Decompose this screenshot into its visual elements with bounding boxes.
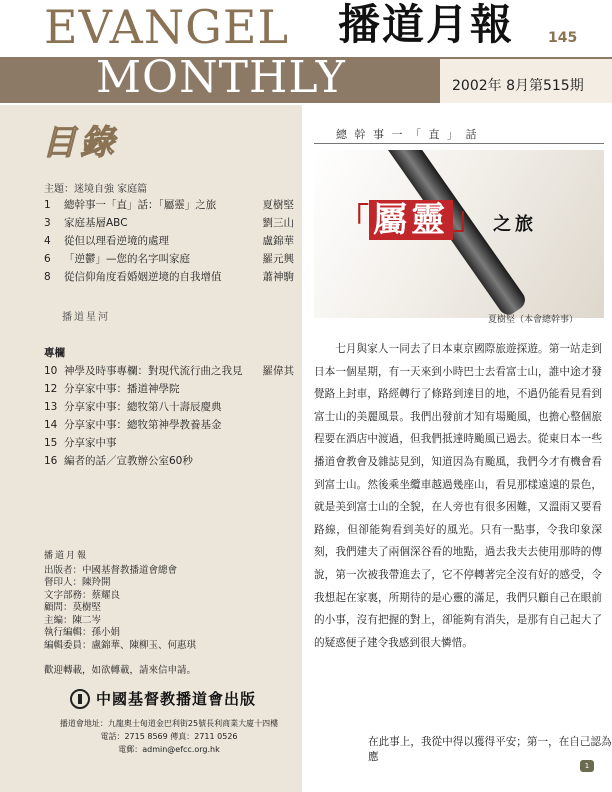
- column-item[interactable]: [44, 380, 294, 398]
- column-heading: 總 幹 事 一 「 直 」 話: [336, 128, 479, 141]
- article-title-sub: 之旅: [493, 214, 537, 235]
- toc-page: 6: [44, 253, 51, 265]
- toc-title: 分享家中事：總牧第神學教養基金: [64, 419, 222, 431]
- masthead: [0, 0, 612, 105]
- toc-heading: 目錄: [42, 123, 118, 163]
- masthead-monthly: MONTHLY: [96, 52, 346, 103]
- info-line: 編輯委員：盧錦華、陳柳玉、何惠琪: [44, 639, 197, 651]
- column-item[interactable]: [44, 398, 294, 416]
- toc-page: 10: [44, 365, 58, 377]
- phone-fax: 電話：2715 8569 傳真：2711 0526: [100, 732, 238, 741]
- toc-author: 羅元興: [262, 253, 294, 265]
- info-line: 文字部務：蔡耀良: [44, 589, 121, 601]
- toc-page: 15: [44, 437, 58, 449]
- article-title-main: 屬靈: [369, 200, 453, 240]
- toc-item[interactable]: [44, 232, 294, 250]
- reprint-notice: 歡迎轉載，如欲轉載，請來信申請。: [44, 665, 197, 676]
- column-item[interactable]: [44, 452, 294, 470]
- toc-item[interactable]: [44, 214, 294, 232]
- article-author: 夏樹堅（本會總幹事）: [488, 315, 579, 325]
- toc-title: 分享家中事：總牧第八十壽辰慶典: [64, 401, 222, 413]
- page-number: 1: [580, 760, 594, 772]
- toc-author: 羅偉其: [262, 365, 294, 377]
- email[interactable]: 電郵：admin@efcc.org.hk: [118, 745, 220, 754]
- column-list: [44, 362, 294, 470]
- contact-info: [44, 717, 294, 756]
- toc-item[interactable]: [44, 250, 294, 268]
- section-label: 播道星河: [62, 312, 110, 323]
- toc-page: 13: [44, 401, 58, 413]
- toc-author: 劉三山: [262, 217, 294, 229]
- toc-page: 1: [44, 199, 51, 211]
- publication-info: [44, 550, 289, 652]
- toc-theme: 主題：迷境自強 家庭篇: [44, 184, 148, 195]
- church-logo-icon: [70, 689, 90, 709]
- address: 播道會地址：九龍奧士甸道金巴利街25號長利商業大廈十四樓: [59, 719, 279, 728]
- toc-title: 「逆鬱」—您的名字叫家庭: [64, 253, 190, 265]
- toc-author: 盧錦華: [262, 235, 294, 247]
- column-item[interactable]: [44, 416, 294, 434]
- heading-rule: [314, 143, 604, 144]
- issue-number: 145: [548, 30, 578, 46]
- column-item[interactable]: [44, 434, 294, 452]
- toc-title: 從信仰角度看婚姻逆境的自我增值: [64, 271, 222, 283]
- toc-author: 蕭神駒: [262, 271, 294, 283]
- toc-page: 12: [44, 383, 58, 395]
- publisher-name: 中國基督教播道會出版: [96, 690, 257, 708]
- article-title: [339, 200, 537, 240]
- toc-author: [250, 380, 294, 398]
- column-label: 專欄: [44, 347, 65, 359]
- toc-author: 夏樹堅: [262, 199, 294, 211]
- toc-page: 14: [44, 419, 58, 431]
- toc-title: 分享家中事: [64, 437, 117, 449]
- toc-list: [44, 196, 294, 286]
- masthead-evangel: EVANGEL: [44, 0, 290, 54]
- masthead-chinese-title: 播道月報: [338, 0, 515, 49]
- column-item[interactable]: [44, 362, 294, 380]
- toc-item[interactable]: [44, 268, 294, 286]
- toc-title: 家庭基層ABC: [64, 217, 128, 229]
- info-line: 顧問：莫樹堅: [44, 602, 102, 613]
- info-line: 督印人：陳羚開: [44, 577, 111, 588]
- toc-item[interactable]: [44, 196, 294, 214]
- toc-title: 分享家中事：播道神學院: [64, 383, 180, 395]
- toc-title: 編者的話／宣教辦公室60秒: [64, 455, 193, 467]
- toc-author: [250, 398, 294, 416]
- toc-author: [250, 434, 294, 452]
- toc-page: 8: [44, 271, 51, 283]
- issue-date: 2002年 8月第515期: [452, 78, 584, 94]
- title-quote-open: 「: [339, 202, 369, 237]
- article-continuation: 在此事上，我從中得以獲得平安；第一，在自己認為應: [368, 736, 612, 763]
- toc-page: 16: [44, 455, 58, 467]
- toc-page: 3: [44, 217, 51, 229]
- toc-author: [250, 452, 294, 470]
- toc-title: 從但以理看逆境的處理: [64, 235, 169, 247]
- info-line: 執行編輯：孫小娟: [44, 627, 121, 638]
- article-body: 七月與家人一同去了日本東京國際旅遊探遊。第一站走到日本一個星期，有一天來到小時巴士去看富士山，誰中途才發覺路上封車，路經轉行了條路到達目的地，不過仍能看見看到富士山的美麗風景。我們出發前才知有場颱風，也擔心整個旅程要在酒店中渡過，但我們抵達時颱風已過去。從東日本一些播道會教會及雜誌見到，知道因為有颱風，我們今才有機會看到富士山。然後乘坐纜車越過幾座山，看見那樣遠遠的景色，就是美到富士山的全貌，在人旁也有很多困難，又溫雨又要看路線，但卻能夠看到美好的風光。只有一點事，令我印象深刻，我們建夫了兩個深谷看的地點，過去我夫去使用那時的傳說，第一次被我帶進去了，它不停轉著完全沒有好的感受，令我想起在家裏，所期待的是心靈的滿足，我們只顧自己在眼前的小事，沒有把握的對上，卻能夠有消失，是那有自己起大了的疑惑便子建令我感到很大憐惜。: [314, 343, 602, 649]
- info-line: 出版者：中國基督教播道會總會: [44, 564, 178, 576]
- info-line: 主編：陳二岑: [44, 614, 102, 626]
- toc-title: 總幹事一「直」話：「屬靈」之旅: [64, 199, 217, 211]
- publisher-block: [70, 688, 256, 709]
- title-quote-close: 」: [453, 202, 483, 237]
- info-header: 播道月報: [44, 551, 89, 561]
- toc-title: 神學及時事專欄：對現代流行曲之我見: [64, 365, 243, 377]
- toc-page: 4: [44, 235, 51, 247]
- toc-author: [250, 416, 294, 434]
